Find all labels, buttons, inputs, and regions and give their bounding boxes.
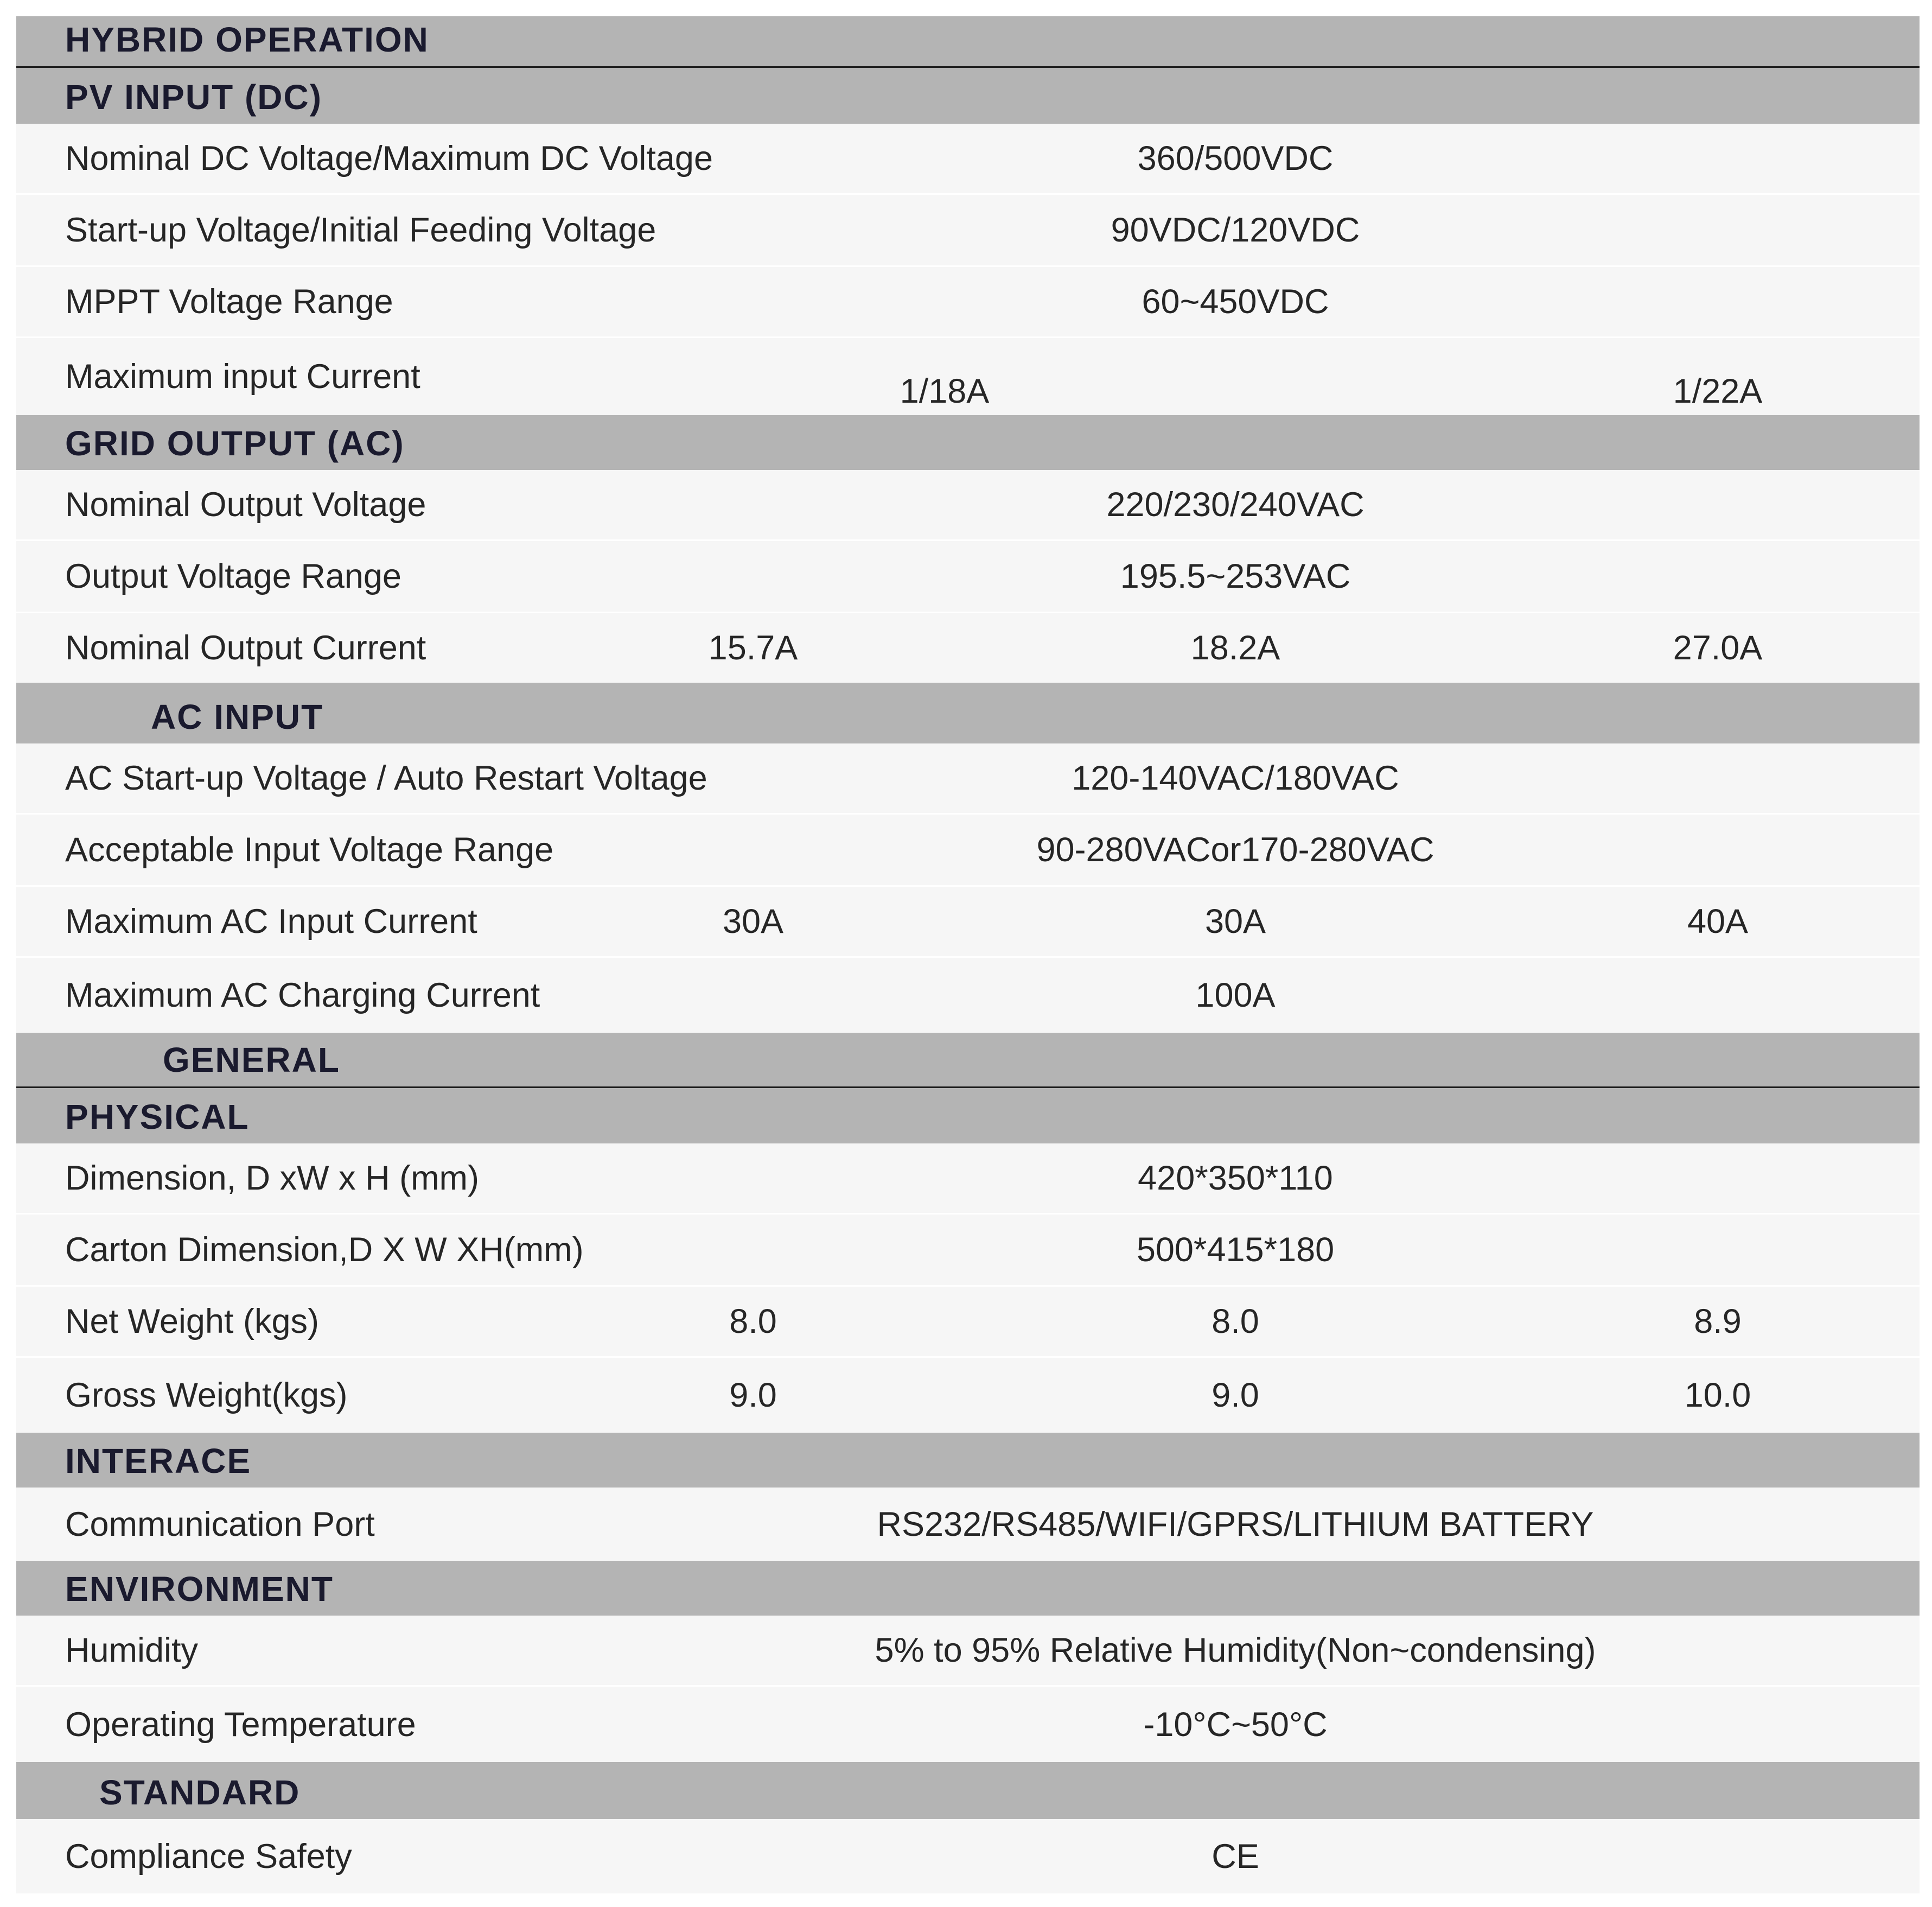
- spec-value: 60~450VDC: [1142, 283, 1329, 321]
- spec-value: 195.5~253VAC: [1120, 557, 1351, 595]
- spec-label: Maximum AC Input Current: [65, 902, 477, 940]
- spec-value: 9.0: [1212, 1376, 1259, 1414]
- spec-label: Compliance Safety: [65, 1837, 352, 1876]
- spec-row: [16, 815, 1920, 887]
- section-interface: [16, 1433, 1920, 1488]
- section-grid-output: [16, 415, 1920, 470]
- spec-label: Nominal Output Voltage: [65, 486, 426, 524]
- spec-value: 40A: [1687, 902, 1749, 940]
- spec-label: Acceptable Input Voltage Range: [65, 831, 554, 869]
- section-general: [16, 1033, 1920, 1088]
- spec-value: 9.0: [729, 1376, 777, 1414]
- spec-row: [16, 1488, 1920, 1561]
- spec-label: Nominal Output Current: [65, 629, 426, 667]
- spec-row: [16, 743, 1920, 815]
- section-title: STANDARD: [99, 1773, 301, 1812]
- spec-row: [16, 1819, 1920, 1893]
- section-standard: [16, 1762, 1920, 1819]
- spec-label: Humidity: [65, 1631, 199, 1669]
- spec-row: [16, 124, 1920, 195]
- spec-row: [16, 267, 1920, 338]
- section-title: INTERACE: [65, 1441, 252, 1480]
- spec-label: Gross Weight(kgs): [65, 1376, 348, 1414]
- spec-value: 18.2A: [1190, 629, 1280, 667]
- spec-row: [16, 195, 1920, 267]
- spec-label: AC Start-up Voltage / Auto Restart Voltage: [65, 759, 707, 797]
- spec-row: [16, 1215, 1920, 1287]
- spec-label: Net Weight (kgs): [65, 1302, 319, 1340]
- section-environment: [16, 1561, 1920, 1616]
- spec-row: [16, 541, 1920, 613]
- spec-value: 120-140VAC/180VAC: [1072, 759, 1399, 797]
- spec-label: Nominal DC Voltage/Maximum DC Voltage: [65, 139, 713, 177]
- section-title: ENVIRONMENT: [65, 1569, 334, 1609]
- spec-row: [16, 1616, 1920, 1687]
- section-hybrid-operation: [16, 16, 1920, 68]
- spec-value: 220/230/240VAC: [1106, 486, 1364, 524]
- section-title: GRID OUTPUT (AC): [65, 424, 405, 463]
- spec-value: 90VDC/120VDC: [1111, 211, 1360, 249]
- section-physical: [16, 1088, 1920, 1143]
- spec-row: [16, 1287, 1920, 1358]
- spec-row: [16, 887, 1920, 958]
- section-ac-input: [16, 683, 1920, 743]
- spec-label: Communication Port: [65, 1505, 375, 1543]
- spec-value: 1/22A: [1673, 372, 1763, 410]
- spec-value: 5% to 95% Relative Humidity(Non~condensing): [875, 1631, 1596, 1669]
- spec-value: 8.0: [729, 1302, 777, 1340]
- spec-value: 100A: [1195, 976, 1276, 1014]
- spec-label: Operating Temperature: [65, 1705, 416, 1744]
- spec-row: [16, 613, 1920, 683]
- section-pv-input: [16, 68, 1920, 124]
- section-title: PV INPUT (DC): [65, 78, 322, 117]
- spec-value: 360/500VDC: [1137, 139, 1334, 177]
- spec-label: Maximum input Current: [65, 358, 420, 396]
- spec-row: [16, 1143, 1920, 1215]
- spec-value: 8.0: [1212, 1302, 1259, 1340]
- spec-row: [16, 1687, 1920, 1762]
- spec-value: 30A: [722, 902, 784, 940]
- spec-label: MPPT Voltage Range: [65, 283, 393, 321]
- spec-label: Carton Dimension,D X W XH(mm): [65, 1231, 584, 1269]
- spec-value: CE: [1212, 1837, 1259, 1876]
- spec-row: [16, 338, 1920, 415]
- section-title: HYBRID OPERATION: [65, 20, 429, 59]
- spec-row: [16, 958, 1920, 1033]
- section-title: PHYSICAL: [65, 1097, 250, 1136]
- spec-value: -10°C~50°C: [1143, 1705, 1328, 1744]
- section-title: AC INPUT: [151, 697, 324, 736]
- spec-label: Start-up Voltage/Initial Feeding Voltage: [65, 211, 656, 249]
- spec-value: 420*350*110: [1138, 1159, 1333, 1197]
- spec-row: [16, 1358, 1920, 1433]
- spec-value: 10.0: [1684, 1376, 1751, 1414]
- spec-label: Dimension, D xW x H (mm): [65, 1159, 480, 1197]
- section-title: GENERAL: [163, 1040, 340, 1079]
- spec-row: [16, 470, 1920, 541]
- spec-value: 30A: [1204, 902, 1266, 940]
- spec-sheet: [16, 16, 1920, 1893]
- spec-label: Maximum AC Charging Current: [65, 976, 540, 1014]
- spec-label: Output Voltage Range: [65, 557, 401, 595]
- spec-value: RS232/RS485/WIFI/GPRS/LITHIUM BATTERY: [877, 1505, 1594, 1543]
- spec-value: 15.7A: [708, 629, 798, 667]
- spec-value: 90-280VACor170-280VAC: [1036, 831, 1434, 869]
- spec-value: 1/18A: [900, 372, 990, 410]
- spec-value: 8.9: [1694, 1302, 1742, 1340]
- spec-value: 27.0A: [1673, 629, 1763, 667]
- spec-value: 500*415*180: [1136, 1231, 1335, 1269]
